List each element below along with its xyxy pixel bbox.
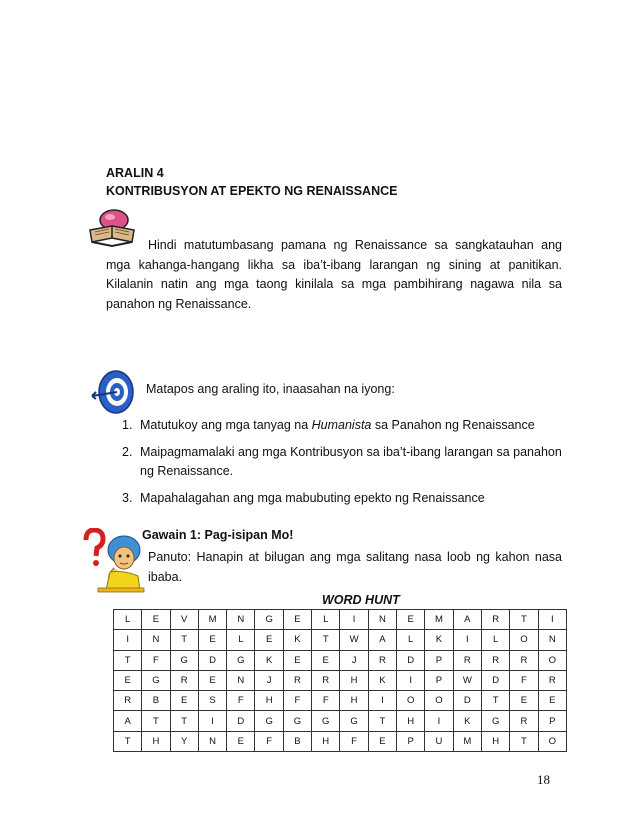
grid-cell[interactable]: P	[425, 650, 453, 670]
grid-cell[interactable]: I	[198, 711, 226, 731]
intro-text: Hindi matutumbasang pamana ng Renaissance sa sangkatauhan ang mga kahanga-hangang likha sa iba’t-ibang larangan ng sining at panitikan. Kilalanin natin ang mga taong kinilala sa mga pambihirang nagawa nila sa panahon ng Renaissance.	[106, 238, 562, 311]
grid-cell[interactable]: N	[198, 731, 226, 751]
grid-cell[interactable]: G	[312, 711, 340, 731]
grid-cell[interactable]: L	[114, 610, 142, 630]
grid-cell[interactable]: F	[227, 691, 255, 711]
grid-cell[interactable]: G	[283, 711, 311, 731]
objective-text: Mapahalagahan ang mga mabubuting epekto ng Renaissance	[140, 490, 485, 505]
grid-cell[interactable]: O	[538, 731, 566, 751]
grid-cell[interactable]: D	[198, 650, 226, 670]
grid-cell[interactable]: F	[283, 691, 311, 711]
page-number: 18	[537, 772, 550, 787]
grid-cell[interactable]: R	[368, 650, 396, 670]
grid-cell[interactable]: B	[283, 731, 311, 751]
lesson-label: ARALIN 4	[106, 166, 164, 180]
objective-text: Maipagmamalaki ang mga Kontribusyon sa iba’t-ibang larangan sa panahon ng Renaissance.	[140, 444, 562, 478]
grid-cell[interactable]: R	[114, 691, 142, 711]
grid-cell[interactable]: G	[227, 650, 255, 670]
grid-cell[interactable]: E	[510, 691, 538, 711]
grid-cell[interactable]: J	[255, 670, 283, 690]
grid-cell[interactable]: P	[425, 670, 453, 690]
objective-item	[122, 443, 562, 482]
grid-cell[interactable]: D	[397, 650, 425, 670]
grid-cell[interactable]: E	[142, 610, 170, 630]
grid-cell[interactable]: I	[397, 670, 425, 690]
grid-cell[interactable]: I	[114, 630, 142, 650]
grid-row	[114, 650, 567, 670]
objective-number: 2.	[122, 444, 133, 459]
grid-row	[114, 630, 567, 650]
grid-cell[interactable]: K	[368, 670, 396, 690]
grid-cell[interactable]: R	[312, 670, 340, 690]
grid-cell[interactable]: W	[340, 630, 368, 650]
grid-cell[interactable]: N	[368, 610, 396, 630]
target-icon	[90, 368, 136, 416]
grid-row	[114, 670, 567, 690]
grid-cell[interactable]: D	[227, 711, 255, 731]
grid-cell[interactable]: H	[340, 691, 368, 711]
grid-cell[interactable]: O	[397, 691, 425, 711]
grid-cell[interactable]: G	[482, 711, 510, 731]
grid-cell[interactable]: A	[114, 711, 142, 731]
grid-cell[interactable]: R	[482, 610, 510, 630]
grid-cell[interactable]: T	[482, 691, 510, 711]
grid-cell[interactable]: K	[425, 630, 453, 650]
grid-cell[interactable]: E	[227, 731, 255, 751]
grid-cell[interactable]: T	[368, 711, 396, 731]
grid-cell[interactable]: L	[397, 630, 425, 650]
grid-cell[interactable]: K	[283, 630, 311, 650]
grid-cell[interactable]: B	[142, 691, 170, 711]
grid-cell[interactable]: H	[482, 731, 510, 751]
grid-cell[interactable]: K	[453, 711, 481, 731]
grid-cell[interactable]: T	[142, 711, 170, 731]
objective-number: 1.	[122, 418, 133, 432]
grid-cell[interactable]: R	[510, 650, 538, 670]
grid-cell[interactable]: O	[538, 650, 566, 670]
grid-cell[interactable]: E	[114, 670, 142, 690]
grid-cell[interactable]: I	[425, 711, 453, 731]
objectives-intro: Matapos ang araling ito, inaasahan na iyong:	[146, 382, 395, 396]
grid-cell[interactable]: E	[198, 670, 226, 690]
grid-cell[interactable]: M	[453, 731, 481, 751]
grid-cell[interactable]: R	[510, 711, 538, 731]
objective-emphasis: Humanista	[311, 418, 372, 432]
objectives-list	[122, 416, 562, 515]
grid-cell[interactable]: G	[170, 650, 198, 670]
grid-cell[interactable]: E	[283, 610, 311, 630]
grid-cell[interactable]: E	[255, 630, 283, 650]
grid-cell[interactable]: T	[510, 731, 538, 751]
grid-cell[interactable]: H	[142, 731, 170, 751]
grid-cell[interactable]: R	[482, 650, 510, 670]
grid-cell[interactable]: J	[340, 650, 368, 670]
grid-cell[interactable]: E	[170, 691, 198, 711]
grid-cell[interactable]: E	[283, 650, 311, 670]
grid-cell[interactable]: L	[482, 630, 510, 650]
grid-cell[interactable]: H	[312, 731, 340, 751]
grid-cell[interactable]: V	[170, 610, 198, 630]
grid-row	[114, 610, 567, 630]
grid-cell[interactable]: N	[227, 670, 255, 690]
grid-cell[interactable]: A	[368, 630, 396, 650]
grid-cell[interactable]: L	[227, 630, 255, 650]
grid-row	[114, 691, 567, 711]
grid-cell[interactable]: F	[142, 650, 170, 670]
objective-text-end: sa Panahon ng Renaissance	[371, 418, 535, 432]
grid-cell[interactable]: F	[312, 691, 340, 711]
lesson-title: KONTRIBUSYON AT EPEKTO NG RENAISSANCE	[106, 184, 398, 198]
objective-item	[122, 489, 562, 509]
grid-cell[interactable]: O	[425, 691, 453, 711]
grid-cell[interactable]: T	[170, 630, 198, 650]
grid-cell[interactable]: G	[255, 711, 283, 731]
grid-cell[interactable]: F	[510, 670, 538, 690]
word-hunt-grid	[113, 609, 567, 752]
thinking-person-icon	[76, 528, 148, 594]
grid-cell[interactable]: S	[198, 691, 226, 711]
grid-cell[interactable]: A	[453, 610, 481, 630]
grid-cell[interactable]: I	[453, 630, 481, 650]
grid-cell[interactable]: N	[142, 630, 170, 650]
grid-cell[interactable]: M	[425, 610, 453, 630]
grid-cell[interactable]: M	[198, 610, 226, 630]
grid-cell[interactable]: H	[340, 670, 368, 690]
grid-cell[interactable]: R	[283, 670, 311, 690]
grid-cell[interactable]: F	[255, 731, 283, 751]
grid-cell[interactable]: R	[453, 650, 481, 670]
grid-cell[interactable]: I	[368, 691, 396, 711]
grid-cell[interactable]: G	[255, 610, 283, 630]
grid-cell[interactable]: T	[114, 650, 142, 670]
grid-cell[interactable]: T	[312, 630, 340, 650]
grid-cell[interactable]: U	[425, 731, 453, 751]
grid-cell[interactable]: P	[397, 731, 425, 751]
word-hunt-title: WORD HUNT	[322, 593, 400, 607]
grid-cell[interactable]: K	[255, 650, 283, 670]
grid-cell[interactable]: D	[482, 670, 510, 690]
objective-number: 3.	[122, 490, 133, 505]
grid-cell[interactable]: O	[510, 630, 538, 650]
grid-cell[interactable]: R	[538, 670, 566, 690]
grid-cell[interactable]: H	[397, 711, 425, 731]
grid-cell[interactable]: E	[312, 650, 340, 670]
grid-cell[interactable]: I	[538, 610, 566, 630]
grid-cell[interactable]: G	[340, 711, 368, 731]
objective-text: Matutukoy ang mga tanyag na	[140, 418, 312, 432]
grid-cell[interactable]: E	[368, 731, 396, 751]
grid-cell[interactable]: T	[114, 731, 142, 751]
activity-instructions: Panuto: Hanapin at bilugan ang mga salitang nasa loob ng kahon nasa ibaba.	[148, 550, 562, 584]
grid-cell[interactable]: N	[538, 630, 566, 650]
intro-paragraph	[106, 236, 562, 314]
objective-item	[122, 416, 562, 436]
grid-cell[interactable]: L	[312, 610, 340, 630]
grid-cell[interactable]: G	[142, 670, 170, 690]
grid-row	[114, 711, 567, 731]
grid-cell[interactable]: E	[198, 630, 226, 650]
grid-cell[interactable]: E	[538, 691, 566, 711]
grid-cell[interactable]: T	[510, 610, 538, 630]
grid-cell[interactable]: W	[453, 670, 481, 690]
grid-cell[interactable]: H	[255, 691, 283, 711]
grid-row	[114, 731, 567, 751]
grid-cell[interactable]: E	[397, 610, 425, 630]
grid-cell[interactable]: T	[170, 711, 198, 731]
grid-cell[interactable]: P	[538, 711, 566, 731]
activity-title: Gawain 1: Pag-isipan Mo!	[142, 528, 294, 542]
grid-cell[interactable]: Y	[170, 731, 198, 751]
grid-cell[interactable]: R	[170, 670, 198, 690]
grid-cell[interactable]: D	[453, 691, 481, 711]
grid-cell[interactable]: I	[340, 610, 368, 630]
grid-cell[interactable]: F	[340, 731, 368, 751]
grid-cell[interactable]: N	[227, 610, 255, 630]
